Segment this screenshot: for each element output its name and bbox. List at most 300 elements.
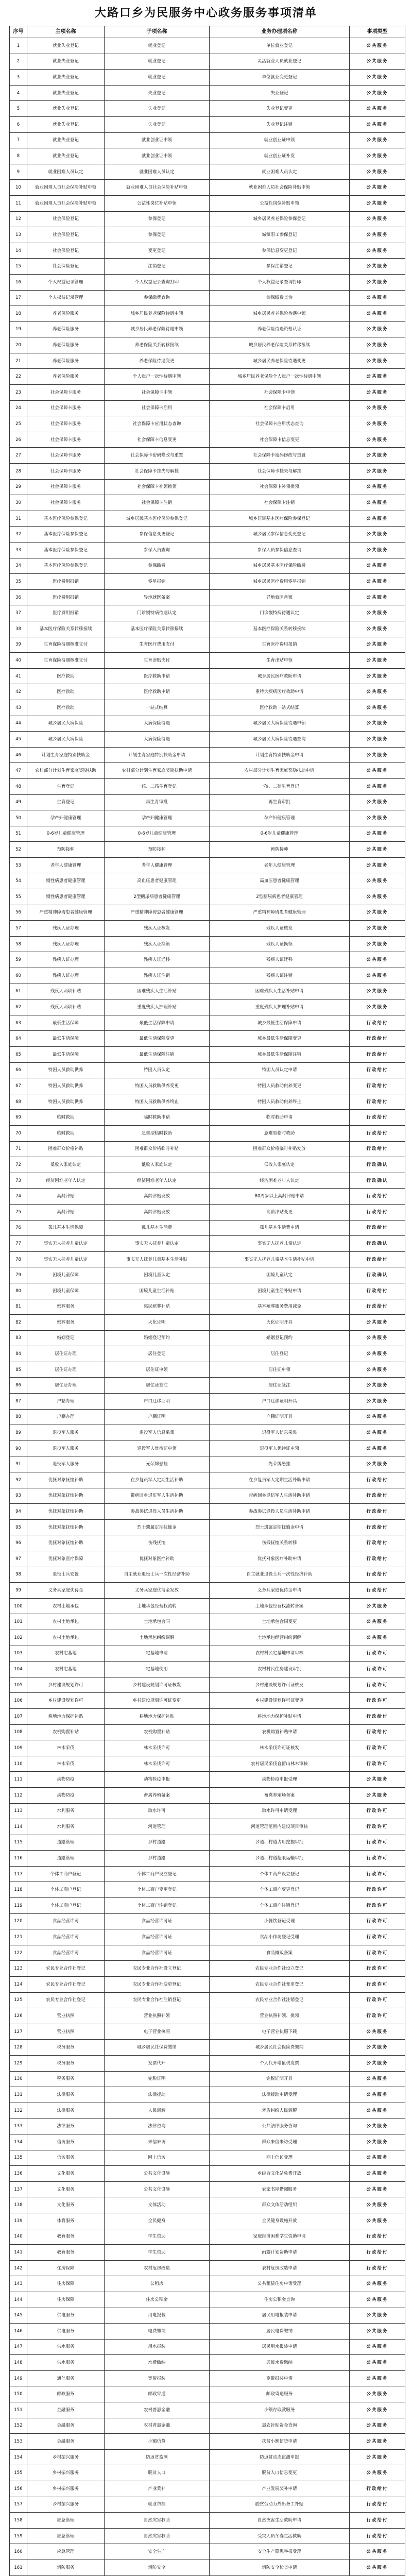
cell-main-item: 社会保险登记: [27, 243, 105, 259]
cell-item-type: 行政给付: [350, 1567, 405, 1583]
cell-business-item: 失业登记变更: [210, 101, 350, 117]
table-row: [10, 2087, 405, 2103]
cell-sub-item: 动物检疫申报: [105, 1772, 210, 1788]
cell-business-item: 参保缴费查询: [210, 290, 350, 306]
cell-index: 19: [10, 321, 27, 337]
table-row: [10, 2449, 405, 2465]
cell-main-item: 养老保险服务: [27, 369, 105, 385]
cell-main-item: 法律服务: [27, 2119, 105, 2134]
cell-sub-item: 法律咨询: [105, 2119, 210, 2134]
cell-sub-item: 异地就医备案: [105, 589, 210, 605]
cell-index: 24: [10, 400, 27, 416]
cell-sub-item: 特困人员救助供养变更: [105, 1078, 210, 1094]
cell-index: 155: [10, 2465, 27, 2481]
table-row: [10, 1961, 405, 1977]
table-row: [10, 306, 405, 322]
cell-item-type: 行政给付: [350, 1094, 405, 1110]
cell-index: 81: [10, 1299, 27, 1315]
cell-main-item: 乡村振兴服务: [27, 2465, 105, 2481]
cell-sub-item: 基本医疗保险关系转移接续: [105, 621, 210, 637]
cell-index: 9: [10, 164, 27, 180]
cell-main-item: 供电服务: [27, 2324, 105, 2340]
cell-sub-item: 高龄津贴发放: [105, 1189, 210, 1205]
table-row: [10, 2134, 405, 2150]
cell-business-item: 扶贫小额信贷申请: [210, 2434, 350, 2450]
cell-business-item: 困难残疾人生活补贴申请: [210, 984, 350, 999]
cell-item-type: 行政给付: [350, 1708, 405, 1724]
cell-index: 43: [10, 700, 27, 716]
cell-business-item: 公共法律服务咨询: [210, 2119, 350, 2134]
table-row: [10, 1015, 405, 1031]
cell-index: 42: [10, 684, 27, 700]
cell-index: 20: [10, 337, 27, 353]
cell-sub-item: 重度残疾人护理补贴: [105, 999, 210, 1015]
cell-business-item: 个人代开增值税发票: [210, 2056, 350, 2072]
table-row: [10, 1472, 405, 1488]
cell-item-type: 行政许可: [350, 1866, 405, 1882]
cell-business-item: 城乡最低生活保障变更: [210, 1031, 350, 1047]
cell-sub-item: 失业登记: [105, 116, 210, 132]
cell-sub-item: 自然灾害救助: [105, 2513, 210, 2529]
cell-main-item: 就业失业登记: [27, 54, 105, 70]
cell-sub-item: 农民专业合作社注销登记: [105, 1992, 210, 2008]
cell-item-type: 公共服务: [350, 826, 405, 842]
cell-business-item: 养老保险待遇资格认证: [210, 321, 350, 337]
cell-main-item: 老年人健康管理: [27, 857, 105, 873]
table-row: [10, 1519, 405, 1535]
cell-item-type: 公共服务: [350, 2071, 405, 2087]
cell-main-item: 养老保险服务: [27, 337, 105, 353]
cell-index: 15: [10, 259, 27, 275]
cell-main-item: 残疾人证办理: [27, 921, 105, 937]
cell-business-item: 法律援助申请受理: [210, 2087, 350, 2103]
table-row: [10, 999, 405, 1015]
cell-sub-item: 事实无人抚养儿童基本生活补贴: [105, 1251, 210, 1267]
cell-index: 131: [10, 2087, 27, 2103]
cell-main-item: 居住证办理: [27, 1362, 105, 1378]
cell-item-type: 行政许可: [350, 1835, 405, 1851]
table-row: [10, 2544, 405, 2560]
cell-main-item: 养老保险服务: [27, 321, 105, 337]
cell-business-item: 重度残疾人护理补贴申请: [210, 999, 350, 1015]
cell-sub-item: 就业困难人员社会保险补贴申领: [105, 180, 210, 196]
cell-business-item: 城乡居民养老保险待遇变更: [210, 353, 350, 369]
cell-item-type: 公共服务: [350, 2339, 405, 2355]
table-row: [10, 1488, 405, 1504]
cell-item-type: 行政许可: [350, 1803, 405, 1819]
cell-business-item: 社会保障卡应用状态查询: [210, 416, 350, 432]
cell-business-item: 严重精神障碍患者健康管理: [210, 905, 350, 921]
cell-business-item: 孕产妇健康管理: [210, 810, 350, 826]
table-row: [10, 1251, 405, 1267]
cell-business-item: 取水许可申请受理: [210, 1803, 350, 1819]
cell-sub-item: 乡村建设规划许可证核发: [105, 1677, 210, 1693]
table-row: [10, 353, 405, 369]
cell-main-item: 特困人员救助供养: [27, 1062, 105, 1078]
cell-sub-item: 农机购置补贴: [105, 1724, 210, 1740]
cell-item-type: 公共服务: [350, 337, 405, 353]
cell-business-item: 完税证明开具: [210, 2071, 350, 2087]
table-row: [10, 2292, 405, 2308]
cell-index: 38: [10, 621, 27, 637]
cell-item-type: 公共服务: [350, 1378, 405, 1394]
cell-item-type: 公共服务: [350, 132, 405, 148]
cell-sub-item: 医疗救助申请: [105, 684, 210, 700]
cell-sub-item: 宅基地申请: [105, 1646, 210, 1662]
cell-index: 27: [10, 448, 27, 464]
cell-index: 88: [10, 1409, 27, 1425]
table-row: [10, 1141, 405, 1157]
cell-business-item: 惠农补贴资金查询: [210, 2418, 350, 2434]
cell-item-type: 行政许可: [350, 1882, 405, 1898]
cell-main-item: 医疗救助: [27, 668, 105, 684]
cell-item-type: 公共服务: [350, 2276, 405, 2292]
cell-index: 50: [10, 810, 27, 826]
cell-index: 56: [10, 905, 27, 921]
cell-business-item: 门诊慢特病待遇认定: [210, 605, 350, 621]
cell-item-type: 公共服务: [350, 369, 405, 385]
table-row: [10, 1031, 405, 1047]
cell-index: 93: [10, 1488, 27, 1504]
table-row: [10, 605, 405, 621]
cell-main-item: 残疾人证办理: [27, 936, 105, 952]
table-row: [10, 2197, 405, 2213]
cell-item-type: 公共服务: [350, 621, 405, 637]
cell-index: 63: [10, 1015, 27, 1031]
cell-index: 34: [10, 558, 27, 574]
table-row: [10, 2276, 405, 2292]
cell-business-item: 婚姻登记预约: [210, 1330, 350, 1346]
table-row: [10, 1598, 405, 1614]
cell-business-item: 城乡居民社会保险费缴纳: [210, 2040, 350, 2056]
cell-item-type: 行政给付: [350, 1283, 405, 1299]
cell-sub-item: 农民专业合作社设立登记: [105, 1961, 210, 1977]
cell-sub-item: 生育津贴支付: [105, 653, 210, 669]
cell-item-type: 行政给付: [350, 2260, 405, 2276]
cell-index: 105: [10, 1677, 27, 1693]
cell-business-item: 失业登记注销: [210, 116, 350, 132]
cell-sub-item: 参保登记: [105, 227, 210, 243]
cell-sub-item: 自然灾害救助: [105, 2528, 210, 2544]
cell-sub-item: 最低生活保障变更: [105, 1031, 210, 1047]
cell-sub-item: 城乡居民养老保险待遇申领: [105, 306, 210, 322]
cell-sub-item: 农民专业合作社变更登记: [105, 1977, 210, 1993]
cell-business-item: 小额存取款服务: [210, 2402, 350, 2418]
cell-item-type: 公共服务: [350, 400, 405, 416]
cell-sub-item: 个人权益记录查询打印: [105, 274, 210, 290]
cell-sub-item: 社会保障卡申领: [105, 385, 210, 401]
cell-business-item: 消防安全检查申请: [210, 2560, 350, 2576]
cell-business-item: 特困人员认定申请: [210, 1062, 350, 1078]
cell-index: 51: [10, 826, 27, 842]
cell-sub-item: 大病保险待遇: [105, 732, 210, 748]
cell-item-type: 公共服务: [350, 227, 405, 243]
table-row: [10, 1125, 405, 1141]
cell-business-item: 一孩、二孩生育登记: [210, 778, 350, 794]
cell-main-item: 农村土地承包: [27, 1630, 105, 1646]
cell-main-item: 信访服务: [27, 2150, 105, 2166]
cell-business-item: 邮政寄递服务: [210, 2386, 350, 2402]
table-row: [10, 479, 405, 495]
cell-index: 72: [10, 1157, 27, 1173]
cell-index: 75: [10, 1204, 27, 1220]
cell-item-type: 公共服务: [350, 416, 405, 432]
cell-item-type: 行政给付: [350, 1031, 405, 1047]
cell-index: 36: [10, 589, 27, 605]
cell-index: 161: [10, 2560, 27, 2576]
cell-business-item: 在乡复员军人定期生活补助申请: [210, 1472, 350, 1488]
cell-index: 32: [10, 527, 27, 543]
table-row: [10, 1110, 405, 1126]
cell-index: 122: [10, 1945, 27, 1961]
cell-sub-item: 医疗救助申请: [105, 668, 210, 684]
cell-item-type: 公共服务: [350, 2386, 405, 2402]
cell-business-item: 火化证明开具: [210, 1315, 350, 1331]
cell-business-item: 社会保障卡挂失与解挂: [210, 464, 350, 480]
cell-index: 160: [10, 2544, 27, 2560]
cell-main-item: 居住证办理: [27, 1378, 105, 1394]
cell-sub-item: 社会保障卡补领换领: [105, 479, 210, 495]
cell-main-item: 基本医疗保险关系转移接续: [27, 621, 105, 637]
cell-sub-item: 社会保障卡应用状态查询: [105, 416, 210, 432]
cell-business-item: 特困人员救助供养变更: [210, 1078, 350, 1094]
cell-index: 8: [10, 148, 27, 164]
table-row: [10, 826, 405, 842]
table-row: [10, 1283, 405, 1299]
cell-main-item: 教育服务: [27, 2229, 105, 2245]
cell-main-item: 住房保障: [27, 2276, 105, 2292]
cell-sub-item: 零星报销: [105, 574, 210, 590]
cell-item-type: 公共服务: [350, 905, 405, 921]
cell-main-item: 殡葬服务: [27, 1315, 105, 1331]
cell-index: 148: [10, 2355, 27, 2371]
cell-sub-item: 困难群众价格临时补贴: [105, 1141, 210, 1157]
cell-item-type: 公共服务: [350, 1362, 405, 1378]
cell-sub-item: 就业登记: [105, 54, 210, 70]
cell-item-type: 公共服务: [350, 543, 405, 558]
cell-sub-item: 邮政寄递: [105, 2386, 210, 2402]
header-main-item: 主项名称: [27, 26, 105, 38]
cell-business-item: 退役军人信息采集: [210, 1425, 350, 1441]
cell-item-type: 公共服务: [350, 464, 405, 480]
cell-business-item: 生育津贴申领: [210, 653, 350, 669]
table-row: [10, 1204, 405, 1220]
cell-main-item: 经济困难老年人认定: [27, 1173, 105, 1189]
cell-item-type: 公共服务: [350, 984, 405, 999]
cell-business-item: 特困人员救助供养终止: [210, 1094, 350, 1110]
cell-index: 96: [10, 1535, 27, 1551]
cell-sub-item: 文体活动: [105, 2197, 210, 2213]
cell-business-item: 残疾人证核发: [210, 921, 350, 937]
cell-item-type: 公共服务: [350, 2544, 405, 2560]
cell-business-item: 雨露计划资助申请: [210, 2245, 350, 2261]
cell-sub-item: 带病回乡退伍军人生活补助: [105, 1488, 210, 1504]
table-row: [10, 132, 405, 148]
cell-main-item: 法律服务: [27, 2103, 105, 2119]
cell-item-type: 公共服务: [350, 1598, 405, 1614]
cell-item-type: 行政给付: [350, 1551, 405, 1567]
cell-index: 17: [10, 290, 27, 306]
table-row: [10, 1708, 405, 1724]
table-row: [10, 2434, 405, 2450]
cell-business-item: 防返贫动态监测申报: [210, 2449, 350, 2465]
cell-main-item: 乡村振兴服务: [27, 2481, 105, 2497]
cell-main-item: 农机购置补贴: [27, 1724, 105, 1740]
cell-index: 41: [10, 668, 27, 684]
cell-main-item: 就业失业登记: [27, 38, 105, 54]
cell-sub-item: 个体工商户设立登记: [105, 1866, 210, 1882]
cell-business-item: 基本医疗保险关系转移接续: [210, 621, 350, 637]
cell-index: 30: [10, 495, 27, 511]
cell-main-item: 生育登记: [27, 794, 105, 810]
cell-sub-item: 个体工商户变更登记: [105, 1882, 210, 1898]
cell-item-type: 行政给付: [350, 1078, 405, 1094]
cell-item-type: 行政许可: [350, 1992, 405, 2008]
cell-main-item: 预防接种: [27, 842, 105, 858]
cell-item-type: 公共服务: [350, 857, 405, 873]
cell-main-item: 林木采伐: [27, 1756, 105, 1772]
cell-item-type: 公共服务: [350, 2308, 405, 2324]
cell-main-item: 住房保障: [27, 2292, 105, 2308]
table-row: [10, 243, 405, 259]
cell-index: 120: [10, 1913, 27, 1929]
cell-business-item: 城镇职工参保登记: [210, 227, 350, 243]
cell-sub-item: 完税证明: [105, 2071, 210, 2087]
cell-index: 92: [10, 1472, 27, 1488]
cell-index: 150: [10, 2386, 27, 2402]
cell-index: 121: [10, 1929, 27, 1945]
cell-index: 48: [10, 778, 27, 794]
cell-business-item: 公益性岗位补贴申领: [210, 195, 350, 211]
cell-business-item: 农家书屋借阅服务: [210, 2181, 350, 2197]
cell-business-item: 群众来信来访受理: [210, 2134, 350, 2150]
cell-sub-item: 急难型临时救助: [105, 1125, 210, 1141]
cell-index: 4: [10, 85, 27, 101]
cell-business-item: 食品摊贩备案: [210, 1945, 350, 1961]
table-row: [10, 1724, 405, 1740]
cell-sub-item: 就业登记: [105, 38, 210, 54]
cell-item-type: 行政许可: [350, 1819, 405, 1835]
table-row: [10, 1977, 405, 1993]
table-row: [10, 432, 405, 448]
cell-item-type: 行政许可: [350, 2008, 405, 2024]
cell-main-item: 农村土地承包: [27, 1598, 105, 1614]
cell-main-item: 应急管理: [27, 2544, 105, 2560]
header-sub-item: 子项名称: [105, 26, 210, 38]
table-row: [10, 416, 405, 432]
cell-sub-item: 就业困难人员认定: [105, 164, 210, 180]
cell-business-item: 居住证签注: [210, 1378, 350, 1394]
cell-index: 118: [10, 1882, 27, 1898]
table-row: [10, 968, 405, 984]
cell-business-item: 脱贫人口信息变更: [210, 2465, 350, 2481]
cell-sub-item: 伤残抚恤: [105, 1535, 210, 1551]
cell-item-type: 行政给付: [350, 1220, 405, 1236]
cell-business-item: 户口迁移证明开具: [210, 1394, 350, 1410]
cell-index: 59: [10, 952, 27, 968]
header-business-item: 业务办理项名称: [210, 26, 350, 38]
cell-index: 25: [10, 416, 27, 432]
cell-index: 126: [10, 2008, 27, 2024]
cell-item-type: 行政许可: [350, 1677, 405, 1693]
table-row: [10, 1456, 405, 1472]
cell-main-item: 困难群众价格补贴: [27, 1141, 105, 1157]
cell-item-type: 公共服务: [350, 180, 405, 196]
cell-business-item: 困难群众价格临时补贴发放: [210, 1141, 350, 1157]
cell-item-type: 公共服务: [350, 1787, 405, 1803]
cell-main-item: 生育保险待遇核准支付: [27, 637, 105, 653]
table-row: [10, 1504, 405, 1520]
cell-item-type: 公共服务: [350, 2103, 405, 2119]
table-row: [10, 1220, 405, 1236]
table-row: [10, 1267, 405, 1283]
cell-sub-item: 食品经营许可证: [105, 1945, 210, 1961]
table-row: [10, 54, 405, 70]
cell-main-item: 医疗费用报销: [27, 605, 105, 621]
cell-sub-item: 退役军人信息采集: [105, 1425, 210, 1441]
cell-business-item: 城乡居民养老保险待遇申领: [210, 306, 350, 322]
cell-sub-item: 耕地地力保护补贴: [105, 1708, 210, 1724]
table-row: [10, 984, 405, 999]
cell-sub-item: 参战参试退役人员生活补助: [105, 1504, 210, 1520]
cell-index: 117: [10, 1866, 27, 1882]
cell-index: 130: [10, 2071, 27, 2087]
cell-business-item: 农村居民采伐自留山林木审核: [210, 1756, 350, 1772]
cell-business-item: 宽带报装申请: [210, 2370, 350, 2386]
cell-business-item: 城乡居民养老保险个人账户一次性待遇申领: [210, 369, 350, 385]
cell-sub-item: 义务兵家庭优待金发放: [105, 1583, 210, 1599]
cell-business-item: 居民用电报装申请: [210, 2308, 350, 2324]
cell-business-item: 就业困难人员认定: [210, 164, 350, 180]
cell-main-item: 金融服务: [27, 2418, 105, 2434]
cell-sub-item: 光荣牌悬挂: [105, 1456, 210, 1472]
cell-main-item: 个人权益记录管理: [27, 290, 105, 306]
cell-item-type: 行政确认: [350, 1157, 405, 1173]
cell-business-item: 城乡居民大病保险待遇申领: [210, 716, 350, 732]
table-row: [10, 747, 405, 763]
cell-index: 158: [10, 2513, 27, 2529]
table-row: [10, 2465, 405, 2481]
cell-index: 7: [10, 132, 27, 148]
table-row: [10, 653, 405, 669]
cell-main-item: 社会保障卡服务: [27, 416, 105, 432]
cell-main-item: 医疗救助: [27, 700, 105, 716]
cell-item-type: 公共服务: [350, 38, 405, 54]
table-row: [10, 1787, 405, 1803]
cell-main-item: 慢性病患者健康管理: [27, 873, 105, 889]
cell-sub-item: 户口迁移证明: [105, 1394, 210, 1410]
cell-business-item: 网上信访受理: [210, 2150, 350, 2166]
cell-business-item: 农民专业合作社设立登记: [210, 1961, 350, 1977]
cell-item-type: 公共服务: [350, 1425, 405, 1441]
cell-business-item: 就业创业证补发: [210, 148, 350, 164]
cell-sub-item: 发票代开: [105, 2056, 210, 2072]
cell-main-item: 税务服务: [27, 2056, 105, 2072]
table-row: [10, 1772, 405, 1788]
table-row: [10, 290, 405, 306]
cell-main-item: 动物防疫: [27, 1772, 105, 1788]
cell-index: 94: [10, 1504, 27, 1520]
cell-sub-item: 住房公积金: [105, 2292, 210, 2308]
cell-item-type: 公共服务: [350, 558, 405, 574]
table-row: [10, 1189, 405, 1205]
cell-index: 145: [10, 2308, 27, 2324]
cell-main-item: 就业失业登记: [27, 148, 105, 164]
cell-main-item: 社会保障卡服务: [27, 479, 105, 495]
table-body: [10, 38, 405, 2576]
table-row: [10, 1913, 405, 1929]
cell-item-type: 公共服务: [350, 2418, 405, 2434]
